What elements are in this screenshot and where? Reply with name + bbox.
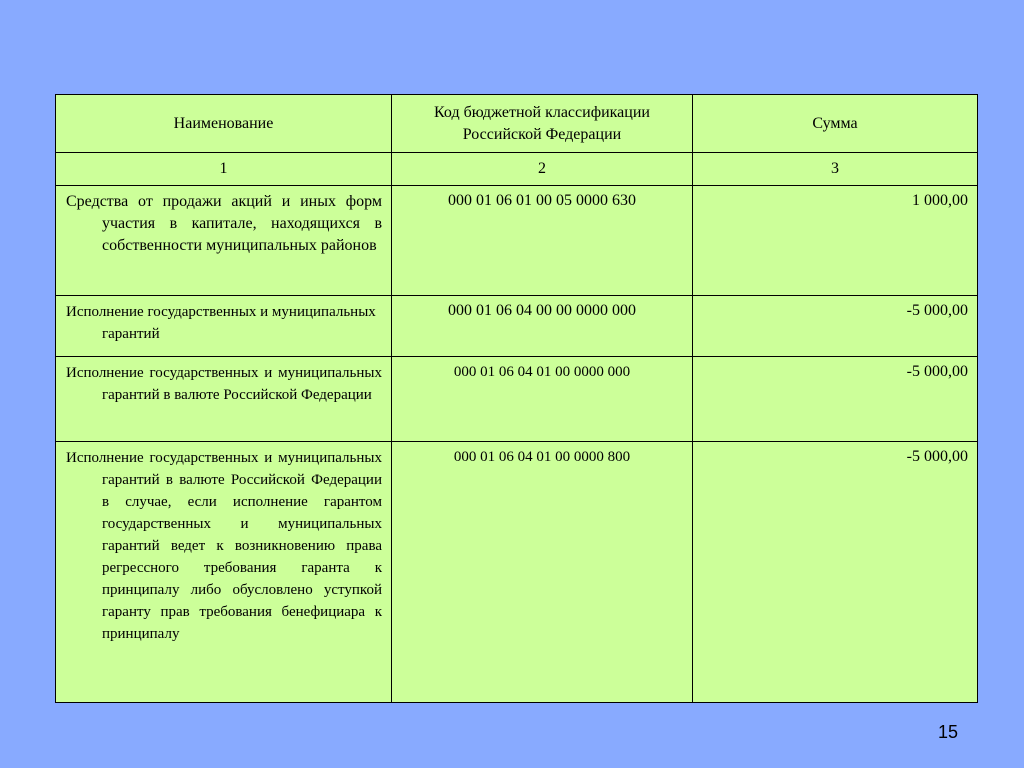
column-number-1: 1 [56,153,392,186]
row-code: 000 01 06 01 00 05 0000 630 [392,186,693,296]
row-code: 000 01 06 04 01 00 0000 800 [392,442,693,703]
row-sum: -5 000,00 [693,357,978,442]
row-name-cell [56,296,392,357]
budget-table-container [55,94,977,703]
table-row [56,186,978,296]
column-number-row [56,153,978,186]
budget-classification-table [55,94,978,703]
row-name: Исполнение государственных и муниципальных гарантий в валюте Российской Федерации в случае, если исполнение гарантом государственных и муниципальных гарантий ведет к возникновению права регрессного требования гаранта к принципалу либо обусловлено уступкой гаранту прав требования бенефициара к принципалу [66,450,382,642]
row-sum: -5 000,00 [693,296,978,357]
column-number-2: 2 [392,153,693,186]
row-name: Средства от продажи акций и иных форм участия в капитале, находящихся в собственности муниципальных районов [66,193,382,254]
page-number: 15 [938,722,959,742]
row-name: Исполнение государственных и муниципальных гарантий [66,304,376,342]
row-sum: -5 000,00 [693,442,978,703]
header-name: Наименование [56,95,392,153]
row-name: Исполнение государственных и муниципальных гарантий в валюте Российской Федерации [66,365,382,403]
row-name-cell [56,442,392,703]
row-sum: 1 000,00 [693,186,978,296]
table-row [56,296,978,357]
row-name-cell [56,357,392,442]
row-code: 000 01 06 04 01 00 0000 000 [392,357,693,442]
column-number-3: 3 [693,153,978,186]
table-row [56,442,978,703]
row-code: 000 01 06 04 00 00 0000 000 [392,296,693,357]
table-header-row [56,95,978,153]
header-sum: Сумма [693,95,978,153]
header-code: Код бюджетной классификации Российской Федерации [392,95,693,153]
table-row [56,357,978,442]
row-name-cell [56,186,392,296]
